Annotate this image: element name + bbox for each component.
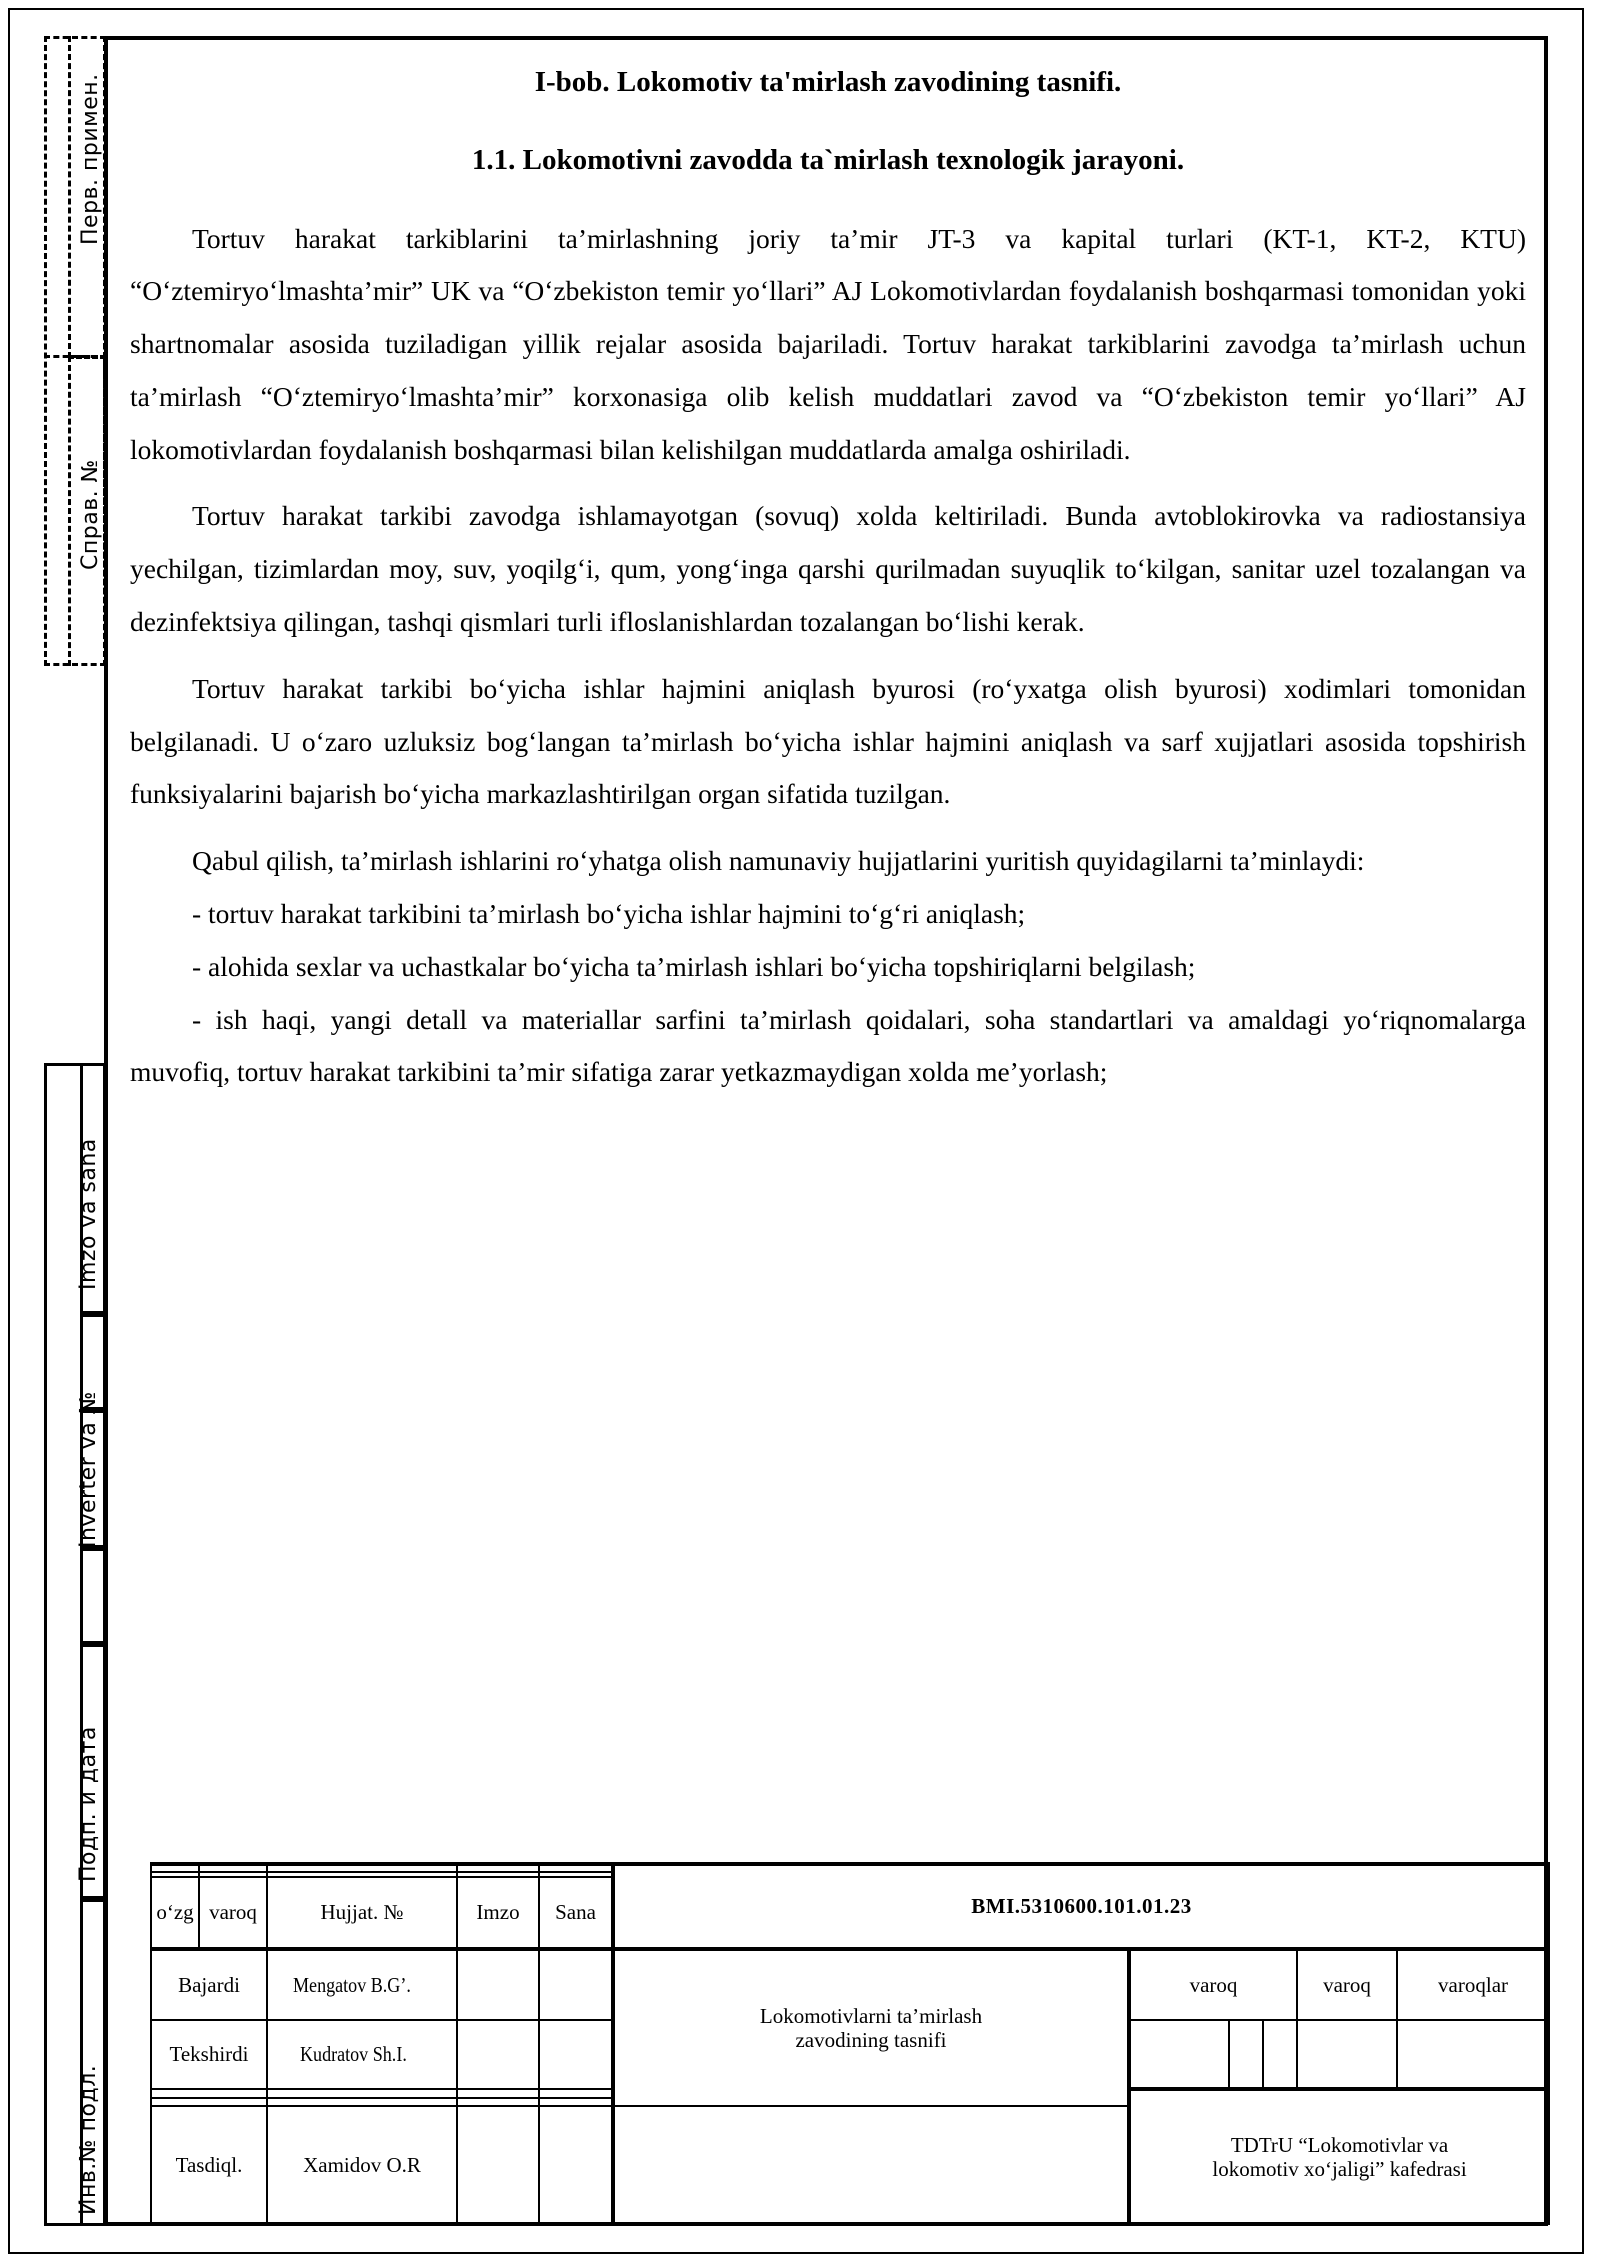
signature-sana-3 xyxy=(539,2089,613,2098)
body-paragraph-1: Tortuv harakat tarkiblarini ta’mirlashning joriy ta’mir JT-3 va kapital turlari (KT-1, KT-2, KTU) “O‘ztemiryo‘lmashta’mir” UK va “O‘zbekiston temir yo‘llari” AJ Lokomotivlardan foydalanish boshqarmasi tomonidan yoki shartnomalar asosida tuziladigan yillik rejalar asosida bajariladi. Tortuv harakat tarkiblarini zavodga ta’mirlash uchun ta’mirlash “O‘ztemiryo‘lmashta’mir” korxonasiga olib kelish muddatlari zavod va “O‘zbekiston temir yo‘llari” AJ lokomotivlardan foydalanish boshqarmasi bilan kelishilgan muddatlarda amalga oshiriladi. xyxy=(130,222,1526,465)
signature-role-5: Tasdiql. xyxy=(151,2106,267,2224)
sheet-cell-b xyxy=(1229,2020,1263,2089)
title-block-row-bajardi xyxy=(151,1949,1549,2020)
document-title-text xyxy=(613,1949,1129,2107)
signature-name-3 xyxy=(267,2089,457,2098)
signature-imzo-1 xyxy=(457,1949,539,2020)
signature-role-3 xyxy=(151,2089,267,2098)
sheet-cell-varoqlar-value xyxy=(1397,2020,1549,2089)
header-hujjat-no: Hujjat. № xyxy=(267,1877,457,1948)
document-title-line1: Lokomotivlarni ta’mirlash xyxy=(759,2003,983,2028)
title-block-row-blank-1 xyxy=(151,1864,1549,1872)
sheet-cell-varoq-mid-value xyxy=(1297,2020,1397,2089)
body-bullet-1: - tortuv harakat tarkibini ta’mirlash bo‘yicha ishlar hajmini to‘g‘ri aniqlash; xyxy=(192,898,1026,930)
sheet-cell-a xyxy=(1129,2020,1229,2089)
signature-role-2: Tekshirdi xyxy=(151,2020,267,2089)
signature-name-5: Xamidov O.R xyxy=(267,2106,457,2224)
signature-imzo-5 xyxy=(457,2106,539,2224)
header-sheet-varoq-left: varoq xyxy=(1129,1949,1297,2020)
body-bullet-3: - ish haqi, yangi detall va materiallar sarfini ta’mirlash qoidalari, soha standartlari va amaldagi yo‘riqnomalarga muvofiq, tortuv harakat tarkibini ta’mir sifatiga zarar yetkazmaydigan xolda me’yorlash; xyxy=(130,1003,1526,1088)
document-title-line2: zavodining tasnifi xyxy=(795,2027,947,2052)
cell-varoq-blank-1 xyxy=(199,1864,267,1872)
sheet-cell-c xyxy=(1263,2020,1297,2089)
margin-label-imzo-va-sana: Imzo va sana xyxy=(76,1138,101,1290)
header-sana: Sana xyxy=(539,1877,613,1948)
dashed-block-divider xyxy=(44,355,106,358)
signature-role-4 xyxy=(151,2098,267,2107)
department-line1: TDTrU “Lokomotivlar va xyxy=(1230,2132,1449,2157)
margin-label-sprav-no: Справ. № xyxy=(78,458,103,570)
signature-role-1: Bajardi xyxy=(151,1949,267,2020)
cell-imzo-blank-1 xyxy=(457,1864,539,1872)
signature-name-2-text: Kudratov Sh.I. xyxy=(299,2042,407,2067)
signature-sana-2 xyxy=(539,2020,613,2089)
signature-imzo-3 xyxy=(457,2089,539,2098)
title-block xyxy=(150,1862,1548,2226)
signature-sana-5 xyxy=(539,2106,613,2224)
cell-hujjat-blank-1 xyxy=(267,1864,457,1872)
signature-imzo-4 xyxy=(457,2098,539,2107)
signature-imzo-2 xyxy=(457,2020,539,2089)
signature-name-2 xyxy=(267,2020,457,2089)
signature-sana-4 xyxy=(539,2098,613,2107)
header-sheet-varoq-mid: varoq xyxy=(1297,1949,1397,2020)
page-title-chapter: I-bob. Lokomotiv ta'mirlash zavodining tasnifi. xyxy=(534,66,1122,98)
signature-name-1-text: Mengatov B.G’. xyxy=(293,1972,412,1997)
cell-sana-blank-1 xyxy=(539,1864,613,1872)
header-imzo: Imzo xyxy=(457,1877,539,1948)
header-ozg: o‘zg xyxy=(151,1877,199,1948)
body-bullet-2: - alohida sexlar va uchastkalar bo‘yicha ta’mirlash ishlari bo‘yicha topshiriqlarni belgilash; xyxy=(192,950,1196,982)
department-name xyxy=(1129,2089,1549,2224)
department-line2: lokomotiv xo‘jaligi” kafedrasi xyxy=(1212,2156,1467,2181)
document-body xyxy=(130,48,1526,1288)
cell-ozg-blank-1 xyxy=(151,1864,199,1872)
margin-label-podp-i-data: Подп. и дата xyxy=(76,1726,101,1882)
margin-label-inventar-va-no: Inverter va № xyxy=(76,1390,101,1548)
margin-label-inv-no-podl: Инв.№ подл. xyxy=(76,2064,101,2215)
header-sheet-varoqlar: varoqlar xyxy=(1397,1949,1549,2020)
signature-name-1 xyxy=(267,1949,457,2020)
signature-name-4 xyxy=(267,2098,457,2107)
body-paragraph-2: Tortuv harakat tarkibi zavodga ishlamayotgan (sovuq) xolda keltiriladi. Bunda avtoblokirovka va radiostansiya yechilgan, tizimlardan moy, suv, yoqilg‘i, qum, yong‘inga qarshi qurilmadan suyuqlik to‘kilgan, sanitar uzel tozalangan va dezinfektsiya qilingan, tashqi qismlari turli ifloslanishlardan tozalangan bo‘lishi kerak. xyxy=(130,500,1526,638)
header-varoq: varoq xyxy=(199,1877,267,1948)
body-paragraph-3: Tortuv harakat tarkibi bo‘yicha ishlar hajmini aniqlash byurosi (ro‘yxatga olish byurosi) xodimlari tomonidan belgilanadi. U o‘zaro uzluksiz bog‘langan ta’mirlash bo‘yicha ishlar hajmini aniqlash va sarf xujjatlari asosida topshirish funksiyalarini bajarish bo‘yicha markazlashtirilgan organ sifatida tuzilgan. xyxy=(130,672,1526,810)
left-stamp-cell-spacer-2 xyxy=(80,1548,106,1644)
margin-label-perv-primen: Перв. примен. xyxy=(78,73,103,245)
document-number: BMI.5310600.101.01.23 xyxy=(613,1864,1549,1949)
signature-sana-1 xyxy=(539,1949,613,2020)
title-block-table xyxy=(150,1862,1550,2226)
body-paragraph-4: Qabul qilish, ta’mirlash ishlarini ro‘yhatga olish namunaviy hujjatlarini yuritish quyidagilarni ta’minlaydi: xyxy=(192,845,1365,877)
page-title-section: 1.1. Lokomotivni zavodda ta`mirlash texnologik jarayoni. xyxy=(471,144,1185,177)
